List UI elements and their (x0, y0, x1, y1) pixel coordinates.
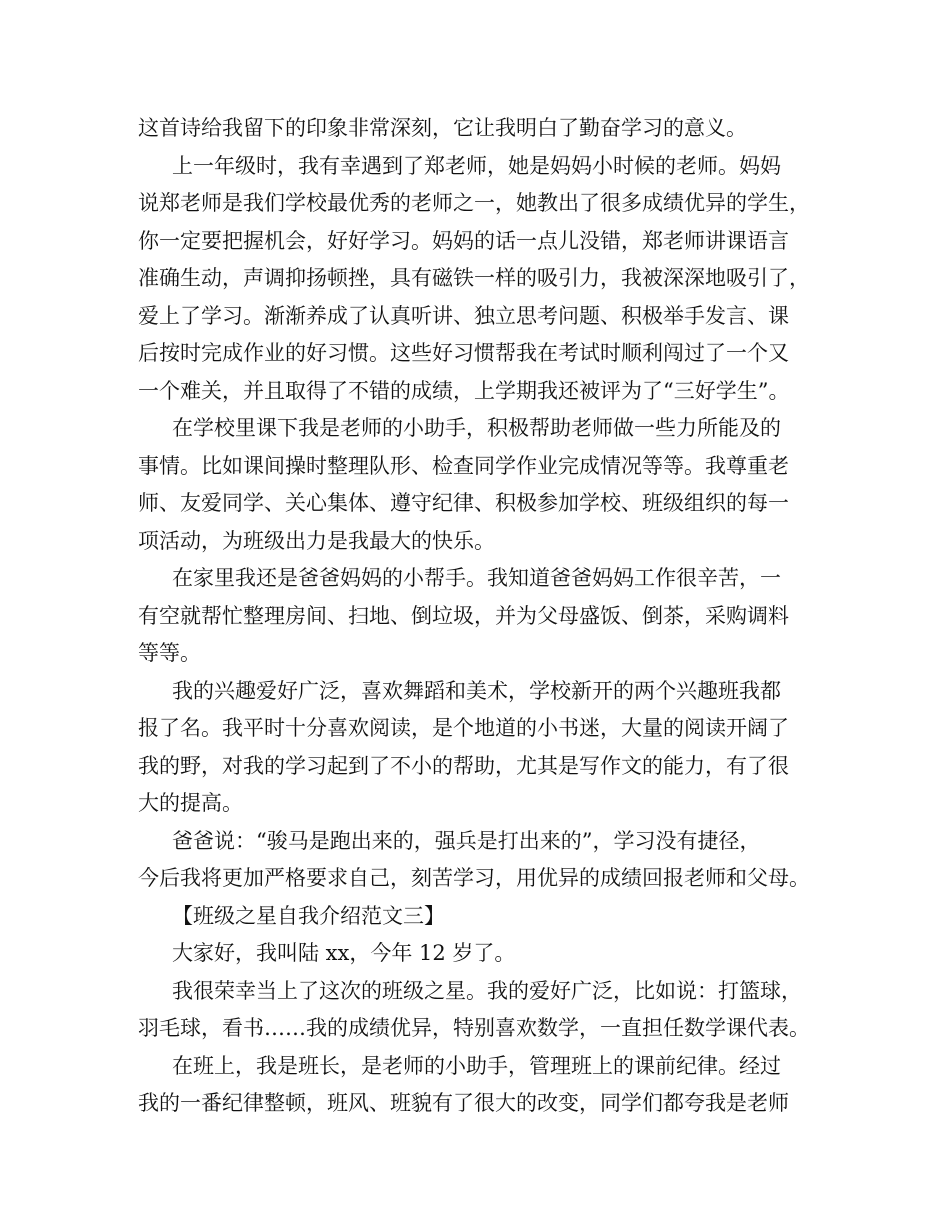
text-line: 事情。比如课间操时整理队形、检查同学作业完成情况等等。我尊重老 (138, 454, 789, 478)
text-line: 师、友爱同学、关心集体、遵守纪律、积极参加学校、班级组织的每一 (138, 491, 789, 515)
text-line: 你一定要把握机会，好好学习。妈妈的话一点儿没错，郑老师讲课语言 (138, 229, 789, 253)
paragraph-start-line: 我很荣幸当上了这次的班级之星。我的爱好广泛，比如说：打篮球， (172, 979, 802, 1003)
text-line: 我的一番纪律整顿，班风、班貌有了很大的改变，同学们都夸我是老师 (138, 1091, 789, 1115)
paragraph-start-line: 我的兴趣爱好广泛，喜欢舞蹈和美术，学校新开的两个兴趣班我都 (172, 679, 781, 703)
text-line: 等等。 (138, 641, 201, 665)
paragraph-start-line: 爸爸说：“骏马是跑出来的，强兵是打出来的”，学习没有捷径， (172, 829, 761, 853)
text-line: 羽毛球，看书……我的成绩优异，特别喜欢数学，一直担任数学课代表。 (138, 1016, 810, 1040)
text-line: 说郑老师是我们学校最优秀的老师之一，她教出了很多成绩优异的学生， (138, 191, 810, 215)
text-line: 今后我将更加严格要求自己，刻苦学习，用优异的成绩回报老师和父母。 (138, 866, 810, 890)
paragraph-start-line: 大家好，我叫陆 xx，今年 12 岁了。 (172, 941, 516, 965)
text-line: 后按时完成作业的好习惯。这些好习惯帮我在考试时顺利闯过了一个又 (138, 341, 789, 365)
text-line: 报了名。我平时十分喜欢阅读，是个地道的小书迷，大量的阅读开阔了 (138, 716, 789, 740)
paragraph-start-line: 上一年级时，我有幸遇到了郑老师，她是妈妈小时候的老师。妈妈 (172, 154, 781, 178)
text-line: 我的野，对我的学习起到了不小的帮助，尤其是写作文的能力，有了很 (138, 754, 789, 778)
paragraph-start-line: 在班上，我是班长，是老师的小助手，管理班上的课前纪律。经过 (172, 1054, 781, 1078)
paragraph-start-line: 在家里我还是爸爸妈妈的小帮手。我知道爸爸妈妈工作很辛苦，一 (172, 566, 781, 590)
section-heading: 【班级之星自我介绍范文三】 (172, 904, 445, 928)
text-line: 项活动，为班级出力是我最大的快乐。 (138, 529, 495, 553)
text-line: 爱上了学习。渐渐养成了认真听讲、独立思考问题、积极举手发言、课 (138, 304, 789, 328)
text-line: 这首诗给我留下的印象非常深刻，它让我明白了勤奋学习的意义。 (138, 116, 747, 140)
text-line: 大的提高。 (138, 791, 243, 815)
paragraph-start-line: 在学校里课下我是老师的小助手，积极帮助老师做一些力所能及的 (172, 416, 781, 440)
text-line: 有空就帮忙整理房间、扫地、倒垃圾，并为父母盛饭、倒茶，采购调料 (138, 604, 789, 628)
text-line: 一个难关，并且取得了不错的成绩，上学期我还被评为了“三好学生”。 (138, 379, 790, 403)
text-line: 准确生动，声调抑扬顿挫，具有磁铁一样的吸引力，我被深深地吸引了， (138, 266, 810, 290)
